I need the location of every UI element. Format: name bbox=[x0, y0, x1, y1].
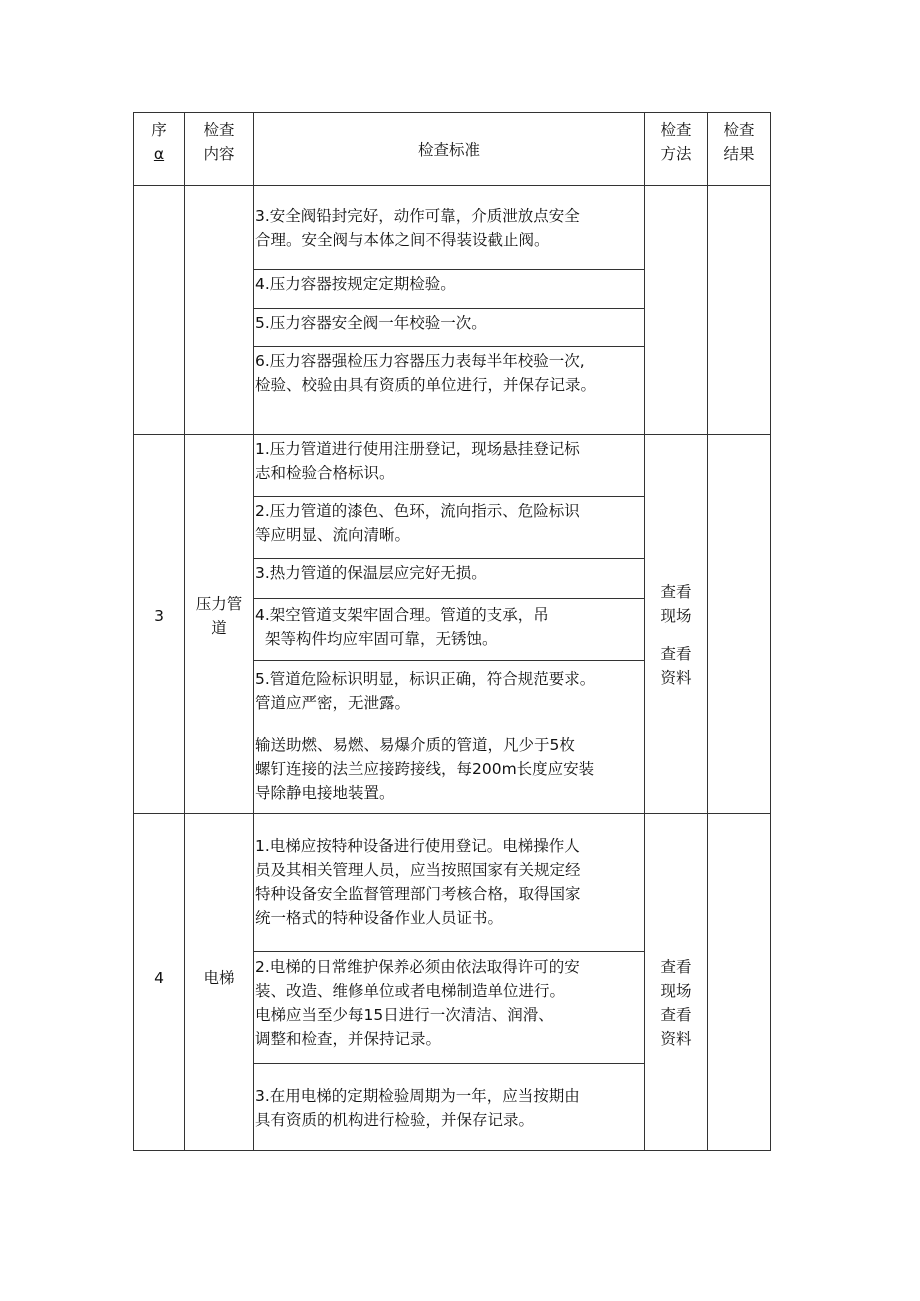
standard-item bbox=[255, 561, 487, 585]
standard-line: 管道应严密，无泄露。 bbox=[255, 694, 411, 712]
row-number: 4 bbox=[154, 969, 164, 987]
header-seq-label: 序 bbox=[151, 121, 167, 139]
standard-extra bbox=[255, 733, 594, 805]
row-method-line: 资料 bbox=[660, 669, 692, 687]
header-seq bbox=[134, 118, 184, 166]
header-result-line: 检查 bbox=[723, 121, 755, 139]
standard-item bbox=[255, 204, 580, 252]
header-result-line: 结果 bbox=[723, 145, 755, 163]
row-number: 3 bbox=[154, 607, 164, 625]
row-method bbox=[645, 580, 707, 690]
standard-line: 导除静电接地装置。 bbox=[255, 784, 395, 802]
standard-item bbox=[255, 955, 580, 1051]
standard-line: 1.电梯应按特种设备进行使用登记。电梯操作人 bbox=[255, 837, 580, 855]
standard-line: 2.电梯的日常维护保养必须由依法取得许可的安 bbox=[255, 958, 580, 976]
standard-line: 5.压力容器安全阀一年校验一次。 bbox=[255, 314, 487, 332]
standard-line: 等应明显、流向清晰。 bbox=[255, 526, 411, 544]
header-content bbox=[185, 118, 253, 166]
standard-line: 合理。安全阀与本体之间不得装设截止阀。 bbox=[255, 231, 550, 249]
row-method-line: 查看 bbox=[660, 645, 692, 663]
standard-item bbox=[255, 311, 487, 335]
header-result bbox=[708, 118, 770, 166]
standard-line: 3.热力管道的保温层应完好无损。 bbox=[255, 564, 487, 582]
row-content bbox=[185, 966, 253, 990]
standard-line: 3.安全阀铅封完好，动作可靠，介质泄放点安全 bbox=[255, 207, 580, 225]
row-method-line: 查看 bbox=[660, 958, 692, 976]
header-method-line: 检查 bbox=[660, 121, 692, 139]
standard-item bbox=[255, 499, 580, 547]
standard-line: 3.在用电梯的定期检验周期为一年，应当按期由 bbox=[255, 1087, 580, 1105]
row-content bbox=[185, 592, 253, 640]
standard-line: 志和检验合格标识。 bbox=[255, 464, 395, 482]
standard-item bbox=[255, 437, 580, 485]
standard-line: 检验、校验由具有资质的单位进行，并保存记录。 bbox=[255, 376, 597, 394]
standard-line: 装、改造、维修单位或者电梯制造单位进行。 bbox=[255, 982, 566, 1000]
header-content-line: 检查 bbox=[203, 121, 235, 139]
standard-item bbox=[255, 1084, 580, 1132]
row-method-line: 查看 bbox=[660, 1006, 692, 1024]
standard-line: 输送助燃、易燃、易爆介质的管道，凡少于5枚 bbox=[255, 736, 575, 754]
row-method bbox=[645, 955, 707, 1051]
standard-line: 2.压力管道的漆色、色环，流向指示、危险标识 bbox=[255, 502, 580, 520]
row-content-line: 道 bbox=[211, 619, 227, 637]
standard-line: 特种设备安全监督管理部门考核合格，取得国家 bbox=[255, 885, 581, 903]
standard-line: 架等构件均应牢固可靠，无锈蚀。 bbox=[265, 630, 498, 648]
standard-line: 员及其相关管理人员，应当按照国家有关规定经 bbox=[255, 861, 581, 879]
row-content-line: 电梯 bbox=[203, 969, 235, 987]
standard-line: 4.架空管道支架牢固合理。管道的支承，吊 bbox=[255, 606, 549, 624]
standard-line: 6.压力容器强检压力容器压力表每半年校验一次, bbox=[255, 352, 585, 370]
standard-line: 调整和检查，并保持记录。 bbox=[255, 1030, 442, 1048]
standard-line: 具有资质的机构进行检验，并保存记录。 bbox=[255, 1111, 535, 1129]
row-method-line: 资料 bbox=[660, 1030, 692, 1048]
standard-line: 1.压力管道进行使用注册登记，现场悬挂登记标 bbox=[255, 440, 580, 458]
header-seq-sub: α bbox=[153, 145, 165, 163]
standard-item bbox=[255, 834, 581, 930]
standard-item bbox=[255, 349, 596, 397]
standard-line: 电梯应当至少每15日进行一次清洁、润滑、 bbox=[255, 1006, 554, 1024]
standard-line: 5.管道危险标识明显，标识正确，符合规范要求。 bbox=[255, 670, 596, 688]
row-method-line: 现场 bbox=[660, 982, 692, 1000]
standard-item bbox=[255, 272, 456, 296]
standard-line: 4.压力容器按规定定期检验。 bbox=[255, 275, 456, 293]
row-content-line: 压力管 bbox=[195, 595, 243, 613]
header-method-line: 方法 bbox=[660, 145, 692, 163]
header-content-line: 内容 bbox=[203, 145, 235, 163]
header-standard: 检查标准 bbox=[417, 141, 480, 159]
standard-item bbox=[255, 667, 595, 715]
row-method-line: 查看 bbox=[660, 583, 692, 601]
standard-line: 统一格式的特种设备作业人员证书。 bbox=[255, 909, 504, 927]
standard-line: 螺钉连接的法兰应接跨接线，每200m长度应安装 bbox=[255, 760, 595, 778]
header-method bbox=[645, 118, 707, 166]
row-method-line: 现场 bbox=[660, 607, 692, 625]
standard-item bbox=[255, 603, 549, 651]
